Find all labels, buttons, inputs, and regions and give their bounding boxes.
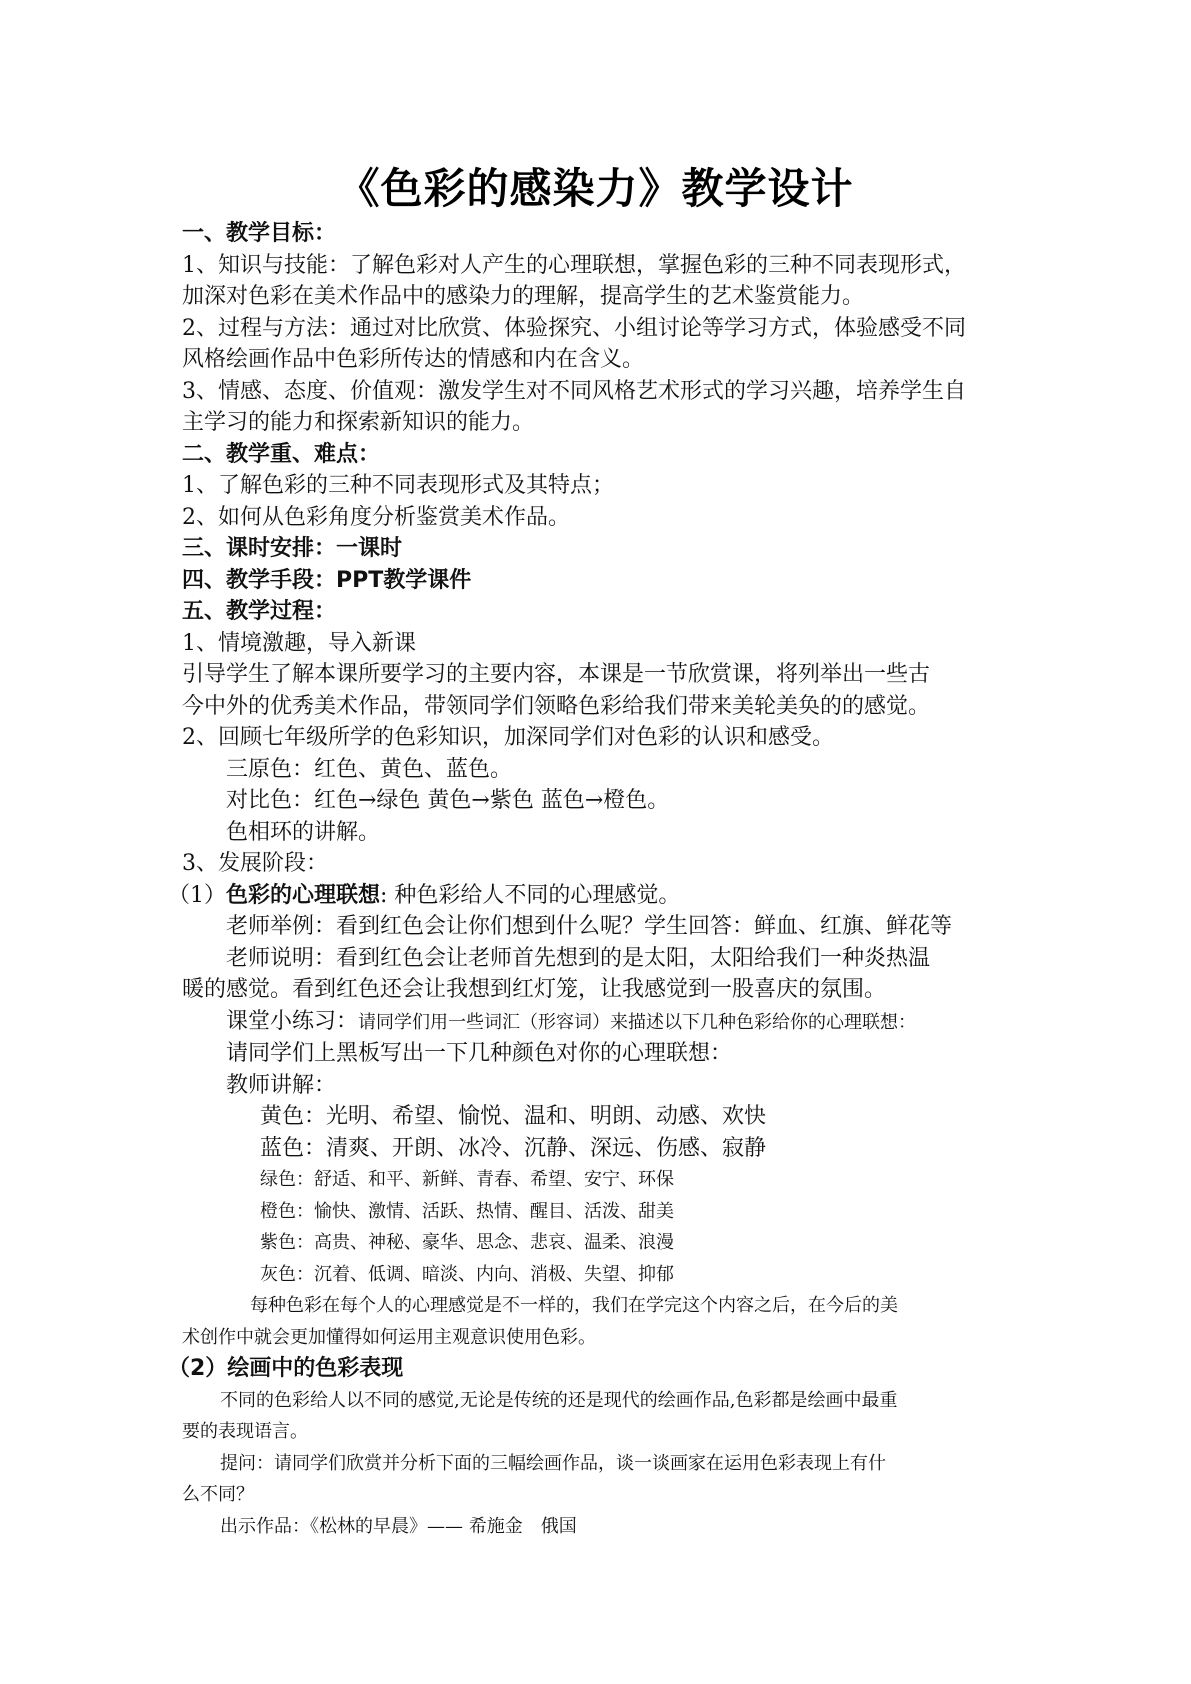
subsection-number: （1） bbox=[168, 882, 226, 908]
paragraph-line: 不同的色彩给人以不同的感觉,无论是传统的还是现代的绘画作品,色彩都是绘画中最重 bbox=[220, 1389, 898, 1411]
paragraph-line: 风格绘画作品中色彩所传达的情感和内在含义。 bbox=[182, 347, 645, 372]
exercise-label: 课堂小练习： bbox=[226, 1008, 359, 1034]
section-heading-key-points: 二、教学重、难点： bbox=[182, 441, 381, 467]
subsection-psychological-association bbox=[168, 880, 1022, 912]
paragraph-line: 主学习的能力和探索新知识的能力。 bbox=[182, 410, 535, 435]
section-heading-schedule: 三、课时安排：一课时 bbox=[182, 536, 403, 561]
color-purple-line: 紫色：高贵、神秘、豪华、思念、悲哀、温柔、浪漫 bbox=[260, 1232, 674, 1253]
paragraph-line: 今中外的优秀美术作品，带领同学们领略色彩给我们带来美轮美奂的的感觉。 bbox=[182, 693, 931, 719]
color-gray-line: 灰色：沉着、低调、暗淡、内向、消极、失望、抑郁 bbox=[260, 1263, 674, 1285]
paragraph-line: 1、了解色彩的三种不同表现形式及其特点； bbox=[182, 473, 614, 498]
section-heading-means: 四、教学手段：PPT教学课件 bbox=[182, 567, 472, 593]
paragraph-line: 对比色：红色→绿色 黄色→紫色 蓝色→橙色。 bbox=[226, 788, 670, 813]
color-green-line: 绿色：舒适、和平、新鲜、青春、希望、安宁、环保 bbox=[260, 1169, 674, 1190]
paragraph-line: 提问：请同学们欣赏并分析下面的三幅绘画作品，谈一谈画家在运用色彩表现上有什 bbox=[220, 1452, 886, 1474]
paragraph-line: 老师说明：看到红色会让老师首先想到的是太阳，太阳给我们一种炎热温 bbox=[226, 945, 931, 971]
paragraph-line: 色相环的讲解。 bbox=[226, 819, 381, 845]
paragraph-line: 要的表现语言。 bbox=[182, 1421, 308, 1442]
section-heading-process: 五、教学过程： bbox=[182, 599, 337, 624]
section-heading-objectives: 一、教学目标： bbox=[182, 221, 337, 246]
paragraph-line: 术创作中就会更加懂得如何运用主观意识使用色彩。 bbox=[182, 1326, 596, 1348]
paragraph-line: 么不同？ bbox=[182, 1484, 254, 1505]
subsection-painting-color: （2）绘画中的色彩表现 bbox=[168, 1356, 404, 1381]
paragraph-line: 暖的感觉。看到红色还会让我想到红灯笼，让我感觉到一股喜庆的氛围。 bbox=[182, 977, 887, 1002]
paragraph-line: 2、过程与方法：通过对比欣赏、体验探究、小组讨论等学习方式，体验感受不同 bbox=[182, 315, 966, 341]
paragraph-line: 老师举例：看到红色会让你们想到什么呢？学生回答：鲜血、红旗、鲜花等 bbox=[226, 914, 953, 939]
exercise-text: 请同学们用一些词汇（形容词）来描述以下几种色彩给你的心理联想： bbox=[358, 1011, 917, 1033]
paragraph-line: 出示作品：《松林的早晨》—— 希施金 俄国 bbox=[220, 1515, 577, 1537]
paragraph-line: 每种色彩在每个人的心理感觉是不一样的，我们在学完这个内容之后，在今后的美 bbox=[250, 1295, 898, 1316]
subsection-text: : 种色彩给人不同的心理感觉。 bbox=[380, 882, 681, 908]
paragraph-line: 2、回顾七年级所学的色彩知识，加深同学们对色彩的认识和感受。 bbox=[182, 725, 834, 750]
paragraph-line: 三原色：红色、黄色、蓝色。 bbox=[226, 756, 513, 782]
paragraph-line: 3、情感、态度、价值观：激发学生对不同风格艺术形式的学习兴趣，培养学生自 bbox=[182, 378, 966, 404]
paragraph-line: 引导学生了解本课所要学习的主要内容，本课是一节欣赏课，将列举出一些古 bbox=[182, 662, 931, 687]
paragraph-line: 加深对色彩在美术作品中的感染力的理解，提高学生的艺术鉴赏能力。 bbox=[182, 284, 865, 309]
paragraph-line: 2、如何从色彩角度分析鉴赏美术作品。 bbox=[182, 504, 570, 530]
subsection-title: 色彩的心理联想 bbox=[226, 882, 381, 908]
document-title: 《色彩的感染力》教学设计 bbox=[337, 164, 854, 213]
color-orange-line: 橙色：愉快、激情、活跃、热情、醒目、活泼、甜美 bbox=[260, 1200, 674, 1222]
paragraph-line: 3、发展阶段： bbox=[182, 851, 328, 876]
color-yellow-line: 黄色：光明、希望、愉悦、温和、明朗、动感、欢快 bbox=[260, 1104, 767, 1129]
color-blue-line: 蓝色：清爽、开朗、冰冷、沉静、深远、伤感、寂静 bbox=[260, 1135, 767, 1161]
paragraph-line: 请同学们上黑板写出一下几种颜色对你的心理联想： bbox=[226, 1041, 733, 1066]
paragraph-line: 1、知识与技能：了解色彩对人产生的心理联想，掌握色彩的三种不同表现形式， bbox=[182, 252, 966, 278]
paragraph-line: 1、情境激趣，导入新课 bbox=[182, 630, 416, 656]
document-body bbox=[168, 218, 1022, 1542]
paragraph-line: 教师讲解： bbox=[226, 1072, 337, 1098]
exercise-line bbox=[182, 1006, 1022, 1039]
